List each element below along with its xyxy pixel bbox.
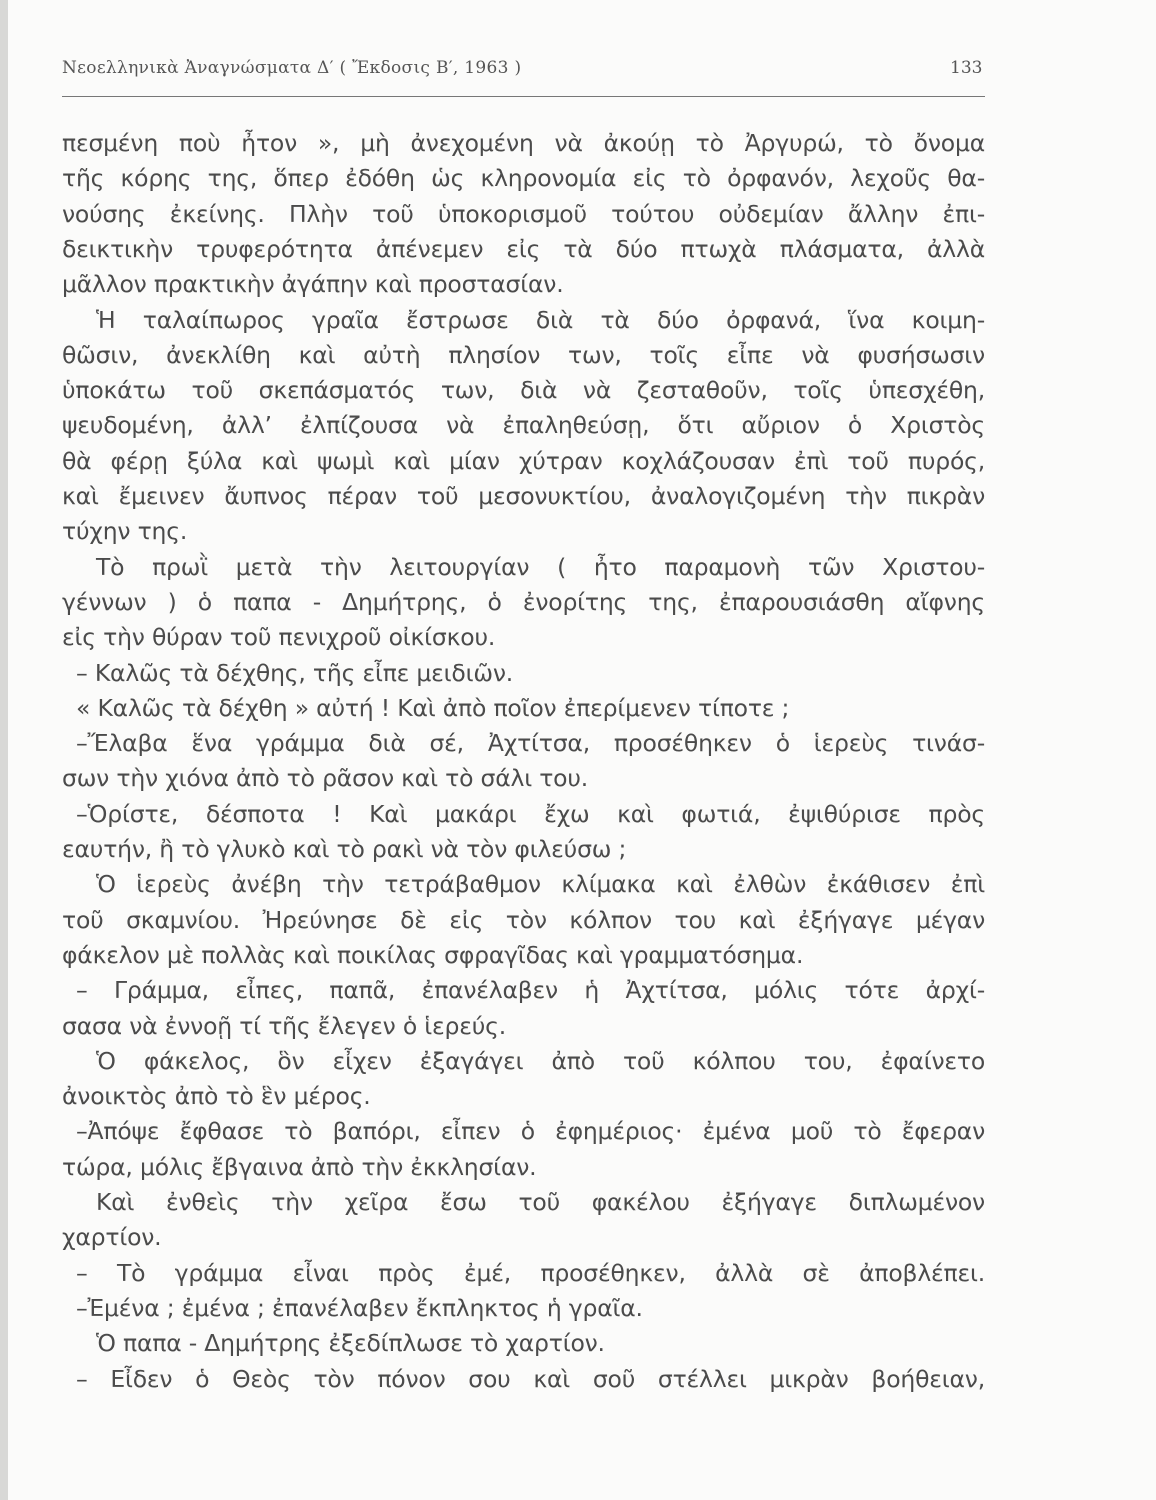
text-line: Ὁ ἱερεὺς ἀνέβη τὴν τετράβαθμον κλίμακα καὶ ἐλθὼν ἐκάθισεν ἐπὶ <box>96 870 985 899</box>
text-line: – Καλῶς τὰ δέχθης, τῆς εἶπε μειδιῶν. <box>76 658 514 687</box>
text-line: –Ἔλαβα ἕνα γράμμα διὰ σέ, Ἀχτίτσα, προσέθηκεν ὁ ἱερεὺς τινάσ- <box>76 729 985 758</box>
page-number: 133 <box>950 58 983 78</box>
text-line: –Ἀπόψε ἔφθασε τὸ βαπόρι, εἶπεν ὁ ἐφημέριος· ἐμένα μοῦ τὸ ἔφεραν <box>76 1117 985 1146</box>
text-line: – Τὸ γράμμα εἶναι πρὸς ἐμέ, προσέθηκεν, ἀλλὰ σὲ ἀποβλέπει. <box>76 1258 985 1287</box>
page-edge <box>0 0 8 1500</box>
text-line: Καὶ ἐνθεὶς τὴν χεῖρα ἔσω τοῦ φακέλου ἐξήγαγε διπλωμένον <box>96 1188 985 1216</box>
text-line: Ὁ φάκελος, ὃν εἶχεν ἐξαγάγει ἀπὸ τοῦ κόλπου του, ἐφαίνετο <box>96 1046 985 1075</box>
text-line: τοῦ σκαμνίου. Ἠρεύνησε δὲ εἰς τὸν κόλπον του καὶ ἐξήγαγε μέγαν <box>62 905 985 934</box>
text-line: « Καλῶς τὰ δέχθη » αὐτή ! Καὶ ἀπὸ ποῖον ἐπερίμενεν τίποτε ; <box>76 693 790 722</box>
text-line: τύχην της. <box>62 517 188 546</box>
text-line: ἀνοικτὸς ἀπὸ τὸ ἓν μέρος. <box>62 1082 371 1111</box>
text-line: γέννων ) ὁ παπα - Δημήτρης, ὁ ἐνορίτης της, ἐπαρουσιάσθη αἴφνης <box>62 587 985 616</box>
text-line: Ἡ ταλαίπωρος γραῖα ἔστρωσε διὰ τὰ δύο ὀρφανά, ἵνα κοιμη- <box>96 305 985 334</box>
text-line: καὶ ἔμεινεν ἄυπνος πέραν τοῦ μεσονυκτίου, ἀναλογιζομένη τὴν πικρὰν <box>62 482 985 510</box>
text-line: –Ἐμένα ; ἐμένα ; ἐπανέλαβεν ἔκπληκτος ἡ γραῖα. <box>76 1293 643 1322</box>
text-line: – Εἶδεν ὁ Θεὸς τὸν πόνον σου καὶ σοῦ στέλλει μικρὰν βοήθειαν, <box>76 1364 985 1393</box>
text-line: δεικτικὴν τρυφερότητα ἀπένεμεν εἰς τὰ δύο πτωχὰ πλάσματα, ἀλλὰ <box>62 234 985 263</box>
text-line: σασα νὰ ἐννοῇ τί τῆς ἔλεγεν ὁ ἱερεύς. <box>62 1011 506 1040</box>
text-line: Τὸ πρωῒ μετὰ τὴν λειτουργίαν ( ἦτο παραμονὴ τῶν Χριστου- <box>96 552 985 581</box>
text-line: εἰς τὴν θύραν τοῦ πενιχροῦ οἰκίσκου. <box>62 623 496 652</box>
text-line: ὑποκάτω τοῦ σκεπάσματός των, διὰ νὰ ζεσταθοῦν, τοῖς ὑπεσχέθη, <box>62 376 985 405</box>
text-line: θῶσιν, ἀνεκλίθη καὶ αὐτὴ πλησίον των, τοῖς εἶπε νὰ φυσήσωσιν <box>62 340 985 369</box>
text-line: τῆς κόρης της, ὅπερ ἐδόθη ὡς κληρονομία εἰς τὸ ὀρφανόν, λεχοῦς θα- <box>62 164 985 193</box>
text-line: ψευδομένη, ἀλλ’ ἐλπίζουσα νὰ ἐπαληθεύσῃ, ὅτι αὔριον ὁ Χριστὸς <box>62 411 985 440</box>
text-line: –Ὁρίστε, δέσποτα ! Καὶ μακάρι ἔχω καὶ φωτιά, ἐψιθύρισε πρὸς <box>76 799 985 828</box>
text-line: μᾶλλον πρακτικὴν ἀγάπην καὶ προστασίαν. <box>62 270 564 299</box>
text-line: νούσης ἐκείνης. Πλὴν τοῦ ὑποκορισμοῦ τούτου οὐδεμίαν ἄλλην ἐπι- <box>62 199 985 228</box>
header-rule <box>62 96 985 97</box>
text-line: φάκελον μὲ πολλὰς καὶ ποικίλας σφραγῖδας καὶ γραμματόσημα. <box>62 940 804 969</box>
running-header-title: Νεοελληνικὰ Ἀναγνώσματα Δ′ ( Ἔκδοσις Β′, 1963 ) <box>62 58 522 78</box>
text-line: τώρα, μόλις ἔβγαινα ἀπὸ τὴν ἐκκλησίαν. <box>62 1152 537 1181</box>
text-line: – Γράμμα, εἶπες, παπᾶ, ἐπανέλαβεν ἡ Ἀχτίτσα, μόλις τότε ἀρχί- <box>76 976 985 1005</box>
text-line: χαρτίον. <box>62 1223 162 1252</box>
text-line: εαυτήν, ἢ τὸ γλυκὸ καὶ τὸ ρακὶ νὰ τὸν φιλεύσω ; <box>62 835 627 863</box>
text-line: σων τὴν χιόνα ἀπὸ τὸ ρᾶσον καὶ τὸ σάλι του. <box>62 764 589 793</box>
text-line: πεσμένη ποὺ ἦτον », μὴ ἀνεχομένη νὰ ἀκούῃ τὸ Ἀργυρώ, τὸ ὄνομα <box>62 129 985 157</box>
text-line: θὰ φέρῃ ξύλα καὶ ψωμὶ καὶ μίαν χύτραν κοχλάζουσαν ἐπὶ τοῦ πυρός, <box>62 446 985 475</box>
text-line: Ὁ παπα - Δημήτρης ἐξεδίπλωσε τὸ χαρτίον. <box>96 1329 605 1358</box>
